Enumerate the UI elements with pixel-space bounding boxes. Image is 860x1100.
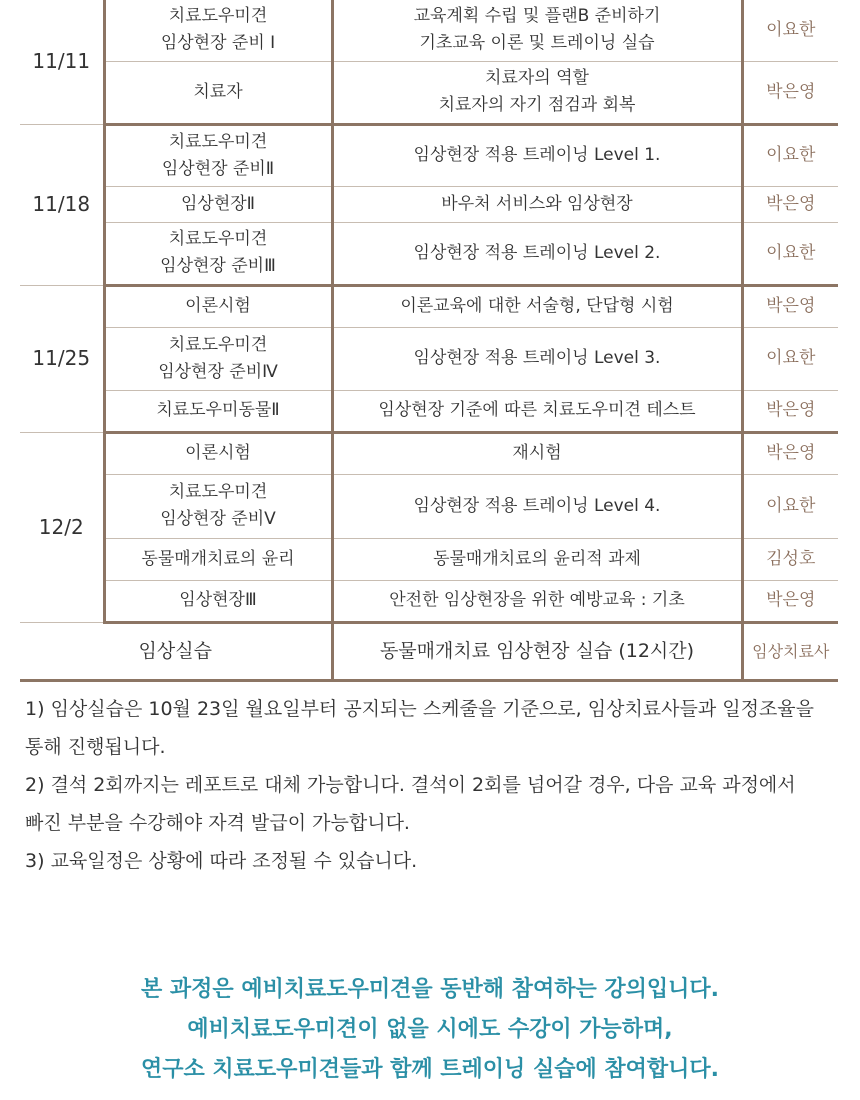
instructor-cell: 박은영 bbox=[742, 432, 838, 474]
note-number: 1) bbox=[25, 698, 45, 720]
subject-cell: 임상현장Ⅱ bbox=[104, 186, 332, 222]
subject-cell: 치료도우미견 임상현장 준비Ⅴ bbox=[104, 474, 332, 538]
subject-cell: 치료도우미동물Ⅱ bbox=[104, 390, 332, 432]
date-cell: 11/25 bbox=[20, 285, 104, 432]
subject-cell: 치료자 bbox=[104, 61, 332, 124]
table-row bbox=[20, 390, 838, 432]
content-cell: 이론교육에 대한 서술형, 단답형 시험 bbox=[332, 285, 742, 327]
closing-line: 예비치료도우미견이 없을 시에도 수강이 가능하며, bbox=[187, 1017, 673, 1042]
practicum-instructor: 임상치료사 bbox=[742, 622, 838, 680]
subject-cell: 이론시험 bbox=[104, 432, 332, 474]
table-row bbox=[20, 538, 838, 580]
content-cell: 임상현장 기준에 따른 치료도우미견 테스트 bbox=[332, 390, 742, 432]
instructor-cell: 이요한 bbox=[742, 222, 838, 285]
note-text: 결석 2회까지는 레포트로 대체 가능합니다. 결석이 2회를 넘어갈 경우, 다음 교육 과정에서 bbox=[50, 774, 796, 796]
note-text: 교육일정은 상황에 따라 조정될 수 있습니다. bbox=[50, 850, 418, 872]
content-cell: 교육계획 수립 및 플랜B 준비하기 기초교육 이론 및 트레이닝 실습 bbox=[332, 0, 742, 61]
table-row bbox=[20, 124, 838, 186]
subject-cell: 치료도우미견 임상현장 준비Ⅲ bbox=[104, 222, 332, 285]
subject-cell: 치료도우미견 임상현장 준비Ⅱ bbox=[104, 124, 332, 186]
instructor-cell: 박은영 bbox=[742, 390, 838, 432]
table-row bbox=[20, 0, 838, 61]
instructor-cell: 박은영 bbox=[742, 186, 838, 222]
instructor-cell: 박은영 bbox=[742, 285, 838, 327]
practicum-content: 동물매개치료 임상현장 실습 (12시간) bbox=[332, 622, 742, 680]
note-text-continued: 빠진 부분을 수강해야 자격 발급이 가능합니다. bbox=[25, 812, 410, 834]
note-text-continued: 통해 진행됩니다. bbox=[25, 736, 166, 758]
table-row bbox=[20, 186, 838, 222]
closing-line: 본 과정은 예비치료도우미견을 동반해 참여하는 강의입니다. bbox=[141, 977, 719, 1002]
table-row bbox=[20, 474, 838, 538]
note-item bbox=[25, 766, 845, 842]
table-row bbox=[20, 222, 838, 285]
content-cell: 임상현장 적용 트레이닝 Level 1. bbox=[332, 124, 742, 186]
instructor-cell: 이요한 bbox=[742, 327, 838, 390]
content-cell: 재시험 bbox=[332, 432, 742, 474]
content-cell: 치료자의 역할 치료자의 자기 점검과 회복 bbox=[332, 61, 742, 124]
subject-cell: 임상현장Ⅲ bbox=[104, 580, 332, 622]
instructor-cell: 김성호 bbox=[742, 538, 838, 580]
note-item bbox=[25, 690, 845, 766]
table-row bbox=[20, 327, 838, 390]
subject-cell: 이론시험 bbox=[104, 285, 332, 327]
closing-line: 연구소 치료도우미견들과 함께 트레이닝 실습에 참여합니다. bbox=[141, 1057, 719, 1082]
note-text: 임상실습은 10월 23일 월요일부터 공지되는 스케줄을 기준으로, 임상치료사들과 일정조율을 bbox=[50, 698, 815, 720]
instructor-cell: 박은영 bbox=[742, 580, 838, 622]
table-row bbox=[20, 432, 838, 474]
instructor-cell: 이요한 bbox=[742, 0, 838, 61]
note-number: 2) bbox=[25, 774, 45, 796]
instructor-cell: 박은영 bbox=[742, 61, 838, 124]
note-item bbox=[25, 842, 845, 880]
table-row bbox=[20, 61, 838, 124]
notes-list bbox=[25, 690, 845, 880]
subject-cell: 동물매개치료의 윤리 bbox=[104, 538, 332, 580]
practicum-row bbox=[20, 622, 838, 680]
content-cell: 임상현장 적용 트레이닝 Level 2. bbox=[332, 222, 742, 285]
content-cell: 임상현장 적용 트레이닝 Level 3. bbox=[332, 327, 742, 390]
content-cell: 바우처 서비스와 임상현장 bbox=[332, 186, 742, 222]
instructor-cell: 이요한 bbox=[742, 474, 838, 538]
practicum-label: 임상실습 bbox=[20, 622, 332, 680]
content-cell: 동물매개치료의 윤리적 과제 bbox=[332, 538, 742, 580]
schedule-table bbox=[20, 0, 838, 682]
table-row bbox=[20, 285, 838, 327]
closing-message bbox=[0, 970, 860, 1090]
subject-cell: 치료도우미견 임상현장 준비Ⅳ bbox=[104, 327, 332, 390]
instructor-cell: 이요한 bbox=[742, 124, 838, 186]
note-number: 3) bbox=[25, 850, 45, 872]
date-cell: 11/18 bbox=[20, 124, 104, 285]
date-cell: 12/2 bbox=[20, 432, 104, 622]
content-cell: 임상현장 적용 트레이닝 Level 4. bbox=[332, 474, 742, 538]
date-cell: 11/11 bbox=[20, 0, 104, 124]
content-cell: 안전한 임상현장을 위한 예방교육 : 기초 bbox=[332, 580, 742, 622]
subject-cell: 치료도우미견 임상현장 준비 I bbox=[104, 0, 332, 61]
table-row bbox=[20, 580, 838, 622]
